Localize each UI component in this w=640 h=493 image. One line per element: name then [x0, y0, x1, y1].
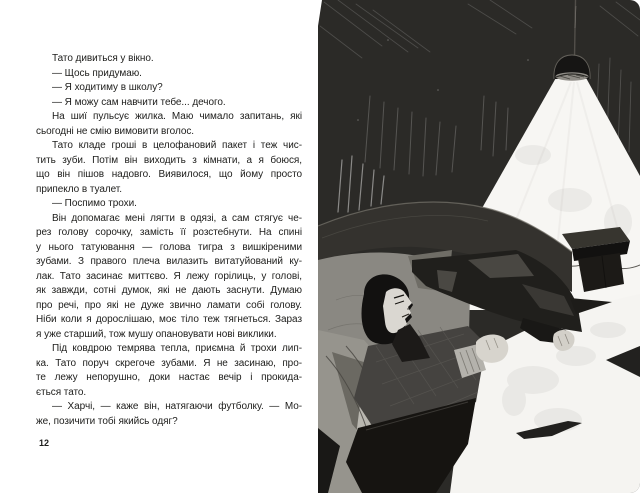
text-line: же, позичити тобі якийсь одяг? [36, 415, 178, 427]
text-line: те лежу непорушно, доки настає вечір і прокида- [36, 372, 302, 383]
text-line: Під ковдрою темрява тепла, приємна й трохи лип- [52, 343, 302, 354]
text-line: — Я ходитиму в школу? [52, 82, 163, 93]
text-line: Тато дивиться у вікно. [52, 53, 154, 64]
text-line: — Щось придумаю. [52, 67, 142, 79]
text-line: Тато кладе гроші в целофановий пакет і теж чис- [52, 140, 302, 151]
text-line: як завжди, сотні думок, які не дають заснути. Думаю [36, 285, 302, 296]
text-line: На шиї пульсує жилка. Маю чимало запитань, які [52, 111, 302, 122]
text-line: ка. Тато поруч скрегоче зубами. Я не засинаю, про- [36, 357, 302, 369]
pale-fist [476, 335, 508, 363]
text-line: рез голову сорочку, замість її розстебнути. На спині [36, 227, 302, 238]
text-column [36, 52, 302, 429]
text-line: тить зуби. Потім він виходить з кімнати, а я боюся, [36, 154, 302, 166]
text-line: Він допомагає мені лягти в одязі, а сам стягує че- [52, 212, 302, 224]
lamp-cord [575, 0, 576, 58]
text-line: я уже старший, тож мушу опановувати нові виклики. [36, 328, 277, 340]
text-line: — Я можу сам навчити тебе... дечого. [52, 96, 226, 108]
text-line: зубами. З правого плеча вилазить витатуйований ку- [36, 256, 302, 267]
illustration-container [318, 0, 640, 493]
text-line: про речі, про які не дуже звично ламати собі голову. [36, 299, 302, 311]
page-number: 12 [39, 438, 50, 448]
text-line: припекло в туалет. [36, 183, 122, 195]
text-line: лак. Тато засинає миттєво. Я лежу горілиць, у голові, [36, 270, 302, 282]
text-line: Ніби коли я дорослішаю, моє тіло теж тягнеться. Зараз [36, 314, 302, 325]
text-line: — Поспимо трохи. [52, 198, 137, 209]
text-line: — Харчі, — каже він, натягаючи футболку. — Мо- [52, 401, 302, 412]
nostril [407, 308, 408, 309]
bed-lamp-illustration [318, 0, 640, 493]
text-line: сьогодні не смію вимовити вголос. [36, 125, 195, 137]
text-line: що він пішов надовго. Виявилося, що йому просто [36, 169, 302, 180]
text-line: ється тато. [36, 386, 87, 398]
text-line: у нього татуювання — голова тигра з вишкіреними [36, 241, 302, 253]
